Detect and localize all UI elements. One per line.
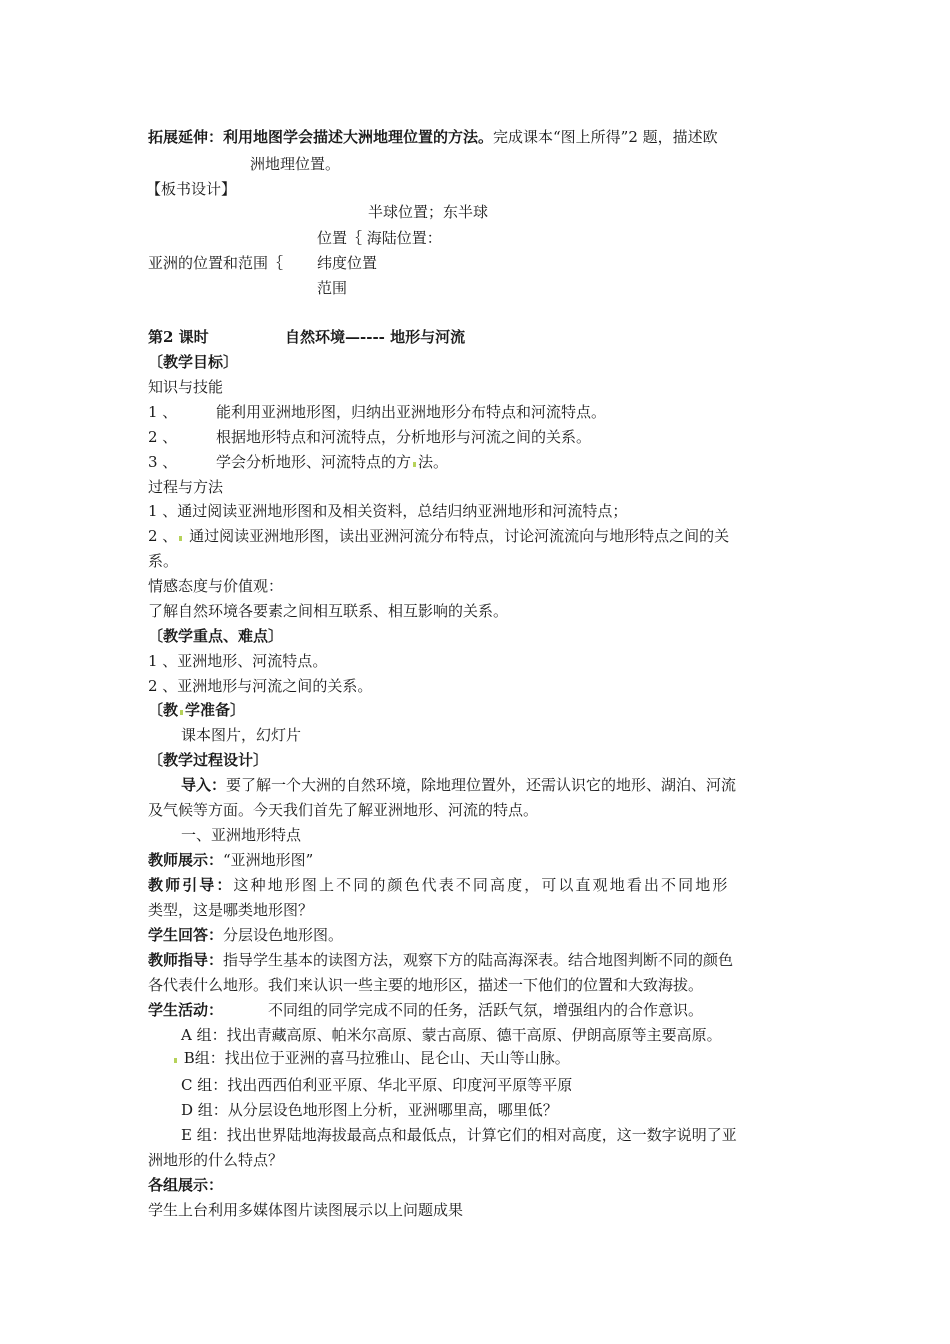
display-text: 学生上台利用多媒体图片读图展示以上问题成果 (148, 1201, 464, 1219)
k1-text: 能利用亚洲地形图，归纳出亚洲地形分布特点和河流特点。 (216, 403, 607, 421)
emotion-heading: 情感态度与价值观： (148, 577, 284, 595)
guide-line (148, 875, 729, 895)
group-e-cont: 洲地形的什么特点？ (148, 1151, 284, 1169)
k3-line (216, 452, 448, 472)
extension-text: 完成课本“图上所得”2 题，描述欧 (493, 128, 718, 146)
green-mark (174, 1058, 177, 1063)
answer-label: 学生回答： (148, 926, 224, 944)
board-hemisphere: 半球位置；东半球 (368, 203, 489, 221)
prep-heading-b: 学准备〕 (185, 701, 246, 719)
p1-text: 1 、通过阅读亚洲地形图和及相关资料，总结归纳亚洲地形和河流特点； (148, 502, 628, 520)
p2-cont: 系。 (148, 552, 179, 570)
board-main: 亚洲的位置和范围｛ (148, 254, 284, 272)
prep-heading (148, 700, 245, 720)
group-c: C 组：找出西西伯利亚平原、华北平原、印度河平原等平原 (181, 1076, 573, 1094)
guide-cont: 类型，这是哪类地形图？ (148, 901, 314, 919)
instr-cont: 各代表什么地形。我们来认识一些主要的地形区，描述一下他们的位置和大致海拔。 (148, 976, 704, 994)
k3-text-b: 法。 (418, 453, 449, 471)
group-b-line (172, 1048, 570, 1068)
design-heading: 〔教学过程设计〕 (148, 751, 269, 769)
activity-label (148, 1000, 223, 1020)
knowledge-heading: 知识与技能 (148, 378, 224, 396)
lesson-number: 第2 课时 (148, 328, 209, 346)
group-a: A 组：找出青藏高原、帕米尔高原、蒙古高原、德干高原、伊朗高原等主要高原。 (181, 1026, 722, 1044)
p2-number: 2 、 (148, 527, 178, 545)
extension-cont: 洲地理位置。 (250, 155, 341, 173)
instr-label: 教师指导： (148, 951, 224, 969)
extension-label: 拓展延伸：利用地图学会描述大洲地理位置的方法。 (148, 128, 494, 146)
section-1: 一、亚洲地形特点 (181, 826, 302, 844)
intro-label: 导入： (181, 776, 227, 794)
activity-label-text: 学生活动： (148, 1001, 224, 1019)
green-mark (413, 462, 416, 467)
process-heading: 过程与方法 (148, 478, 224, 496)
green-mark (179, 536, 182, 541)
intro-cont: 及气候等方面。今天我们首先了解亚洲地形、河流的特点。 (148, 801, 539, 819)
k3-text-a: 学会分析地形、河流特点的方 (216, 453, 412, 471)
answer-text: 分层设色地形图。 (223, 926, 344, 944)
prep-text: 课本图片，幻灯片 (181, 726, 302, 744)
k3-number: 3 、 (148, 453, 178, 471)
board-latitude: 纬度位置 (317, 254, 378, 272)
lesson-title: 自然环境—---- 地形与河流 (285, 328, 466, 346)
goals-heading: 〔教学目标〕 (148, 353, 239, 371)
e1-text: 了解自然环境各要素之间相互联系、相互影响的关系。 (148, 602, 509, 620)
intro-line (181, 775, 736, 795)
instr-line (148, 950, 733, 970)
extension-line (148, 127, 718, 147)
show-text: “亚洲地形图” (223, 851, 314, 869)
group-d: D 组：从分层设色地形图上分析，亚洲哪里高，哪里低？ (181, 1101, 558, 1119)
key-heading: 〔教学重点、难点〕 (148, 627, 284, 645)
show-label: 教师展示： (148, 851, 224, 869)
display-label: 各组展示： (148, 1176, 224, 1194)
instr-text: 指导学生基本的读图方法，观察下方的陆高海深表。结合地图判断不同的颜色 (223, 951, 734, 969)
prep-heading-a: 〔教 (148, 701, 179, 719)
guide-label: 教师引导： (148, 876, 234, 894)
key-2: 2 、亚洲地形与河流之间的关系。 (148, 677, 373, 695)
key-1: 1 、亚洲地形、河流特点。 (148, 652, 328, 670)
green-mark (180, 710, 183, 715)
intro-text: 要了解一个大洲的自然环境，除地理位置外，还需认识它的地形、湖泊、河流 (226, 776, 737, 794)
activity-text: 不同组的同学完成不同的任务，活跃气氛，增强组内的合作意识。 (268, 1001, 704, 1019)
board-heading: 【板书设计】 (146, 180, 237, 198)
board-position: 位置｛ 海陆位置： (317, 229, 442, 247)
group-b: B组：找出位于亚洲的喜马拉雅山、昆仑山、天山等山脉。 (183, 1049, 570, 1067)
p2-line (148, 526, 729, 546)
guide-text: 这种地形图上不同的颜色代表不同高度，可以直观地看出不同地形 (233, 876, 730, 894)
k1-number: 1 、 (148, 403, 178, 421)
board-range: 范围 (317, 279, 348, 297)
k2-number: 2 、 (148, 428, 178, 446)
k2-text: 根据地形特点和河流特点，分析地形与河流之间的关系。 (216, 428, 592, 446)
group-e: E 组：找出世界陆地海拔最高点和最低点，计算它们的相对高度，这一数字说明了亚 (181, 1126, 737, 1144)
show-line (148, 850, 313, 870)
p2-text: 通过阅读亚洲地形图，读出亚洲河流分布特点，讨论河流流向与地形特点之间的关 (189, 527, 730, 545)
answer-line (148, 925, 343, 945)
